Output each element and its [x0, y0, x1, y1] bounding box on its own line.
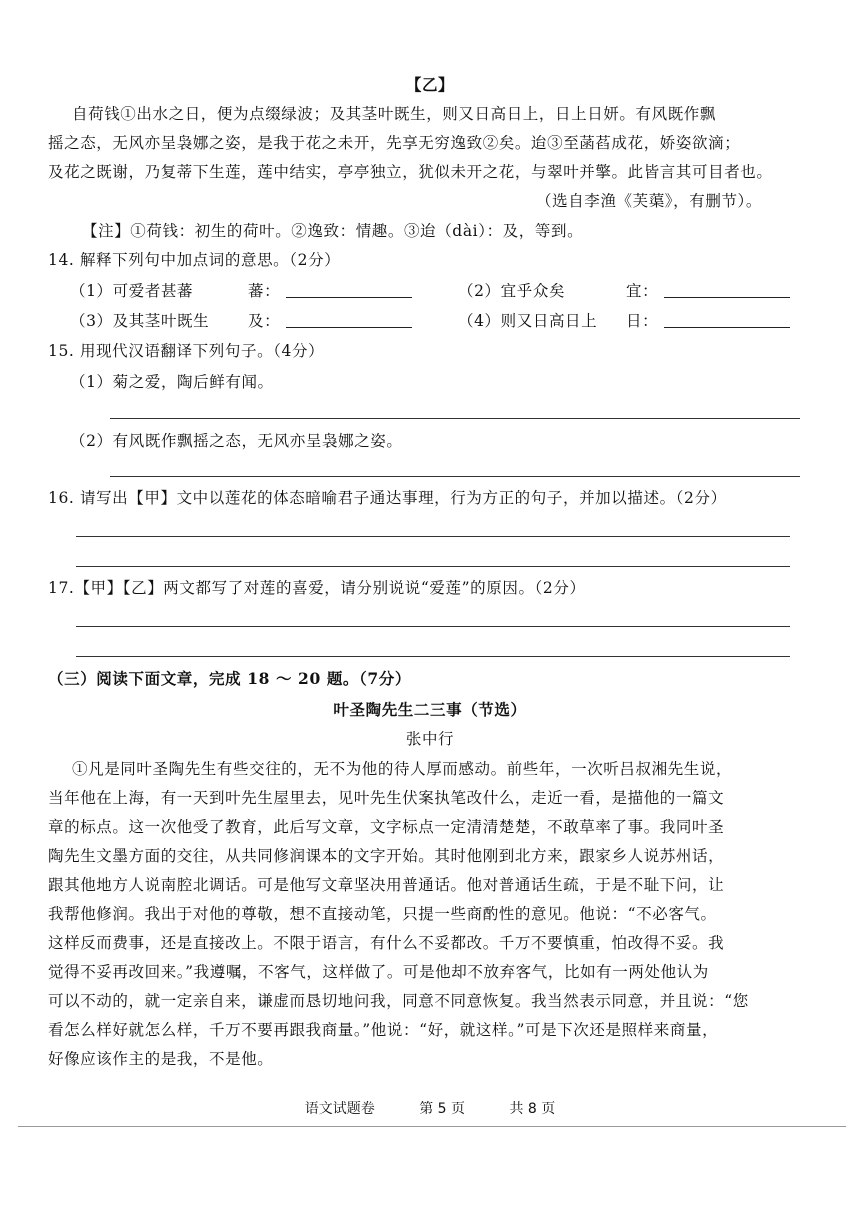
yi-text-line-3: 及花之既谢，乃复蒂下生莲，莲中结实，亭亭独立，犹似未开之花，与翠叶并擎。此皆言其可目者也。 — [48, 163, 773, 181]
q14-word-1: 蕃： — [248, 282, 281, 300]
q14-sentence-1: （1）可爱者甚蕃 — [70, 282, 194, 300]
article-line-2: 当年他在上海，有一天到叶先生屋里去，见叶先生伏案执笔改什么，走近一看，是描他的一篇文 — [48, 789, 725, 807]
page-divider — [18, 1126, 846, 1127]
section-yi-heading: 【乙】 — [405, 75, 455, 94]
article-line-1: ①凡是同叶圣陶先生有些交往的，无不为他的待人厚而感动。前些年，一次听吕叔湘先生说， — [72, 760, 733, 778]
article-title: 叶圣陶先生二三事（节选） — [333, 700, 527, 719]
article-line-9: 可以不动的，就一定亲自来，谦虚而恳切地问我，同意不同意恢复。我当然表示同意，并且说：“您 — [48, 992, 749, 1010]
answer-blank-1[interactable] — [286, 281, 412, 298]
q15-answer-line-1[interactable] — [110, 418, 800, 419]
q14-word-3: 及： — [248, 312, 281, 330]
q14-word-4: 日： — [626, 312, 659, 330]
q14-title: 14. 解释下列句中加点词的意思。（2分） — [48, 251, 341, 269]
article-line-8: 觉得不妥再改回来。”我遵嘱，不客气，这样做了。可是他却不放弃客气，比如有一两处他认为 — [48, 963, 709, 981]
q17-answer-line-1[interactable] — [76, 626, 790, 627]
q16-title: 16. 请写出【甲】文中以莲花的体态暗喻君子通达事理，行为方正的句子，并加以描述。（2分） — [48, 489, 727, 507]
article-author: 张中行 — [405, 730, 455, 748]
article-line-6: 我帮他修润。我出于对他的尊敬，想不直接动笔，只提一些商酌性的意见。他说：“不必客气。 — [48, 905, 717, 923]
q16-answer-line-2[interactable] — [76, 566, 790, 567]
answer-blank-4[interactable] — [664, 311, 790, 328]
q17-title: 17.【甲】【乙】两文都写了对莲的喜爱，请分别说说“爱莲”的原因。（2分） — [48, 579, 586, 597]
yi-text-line-2: 摇之态，无风亦呈袅娜之姿，是我于花之未开，先享无穷逸致②矣。迨③至菡萏成花，娇姿欲滴； — [48, 134, 741, 152]
yi-text-line-1: 自荷钱①出水之日，便为点缀绿波；及其茎叶既生，则又日高日上，日上日妍。有风既作飘 — [72, 105, 717, 123]
article-line-5: 跟其他地方人说南腔北调话。可是他写文章坚决用普通话。他对普通话生疏，于是不耻下问，让 — [48, 876, 725, 894]
q15-title: 15. 用现代汉语翻译下列句子。（4分） — [48, 342, 325, 360]
q14-item-2 — [458, 280, 790, 302]
q15-answer-line-2[interactable] — [110, 476, 800, 477]
q14-word-2: 宜： — [626, 282, 659, 300]
footer-paper-name: 语文试题卷 — [304, 1101, 375, 1117]
footer-total-pages: 共 8 页 — [509, 1101, 556, 1117]
article-line-3: 章的标点。这一次他受了教育，此后写文章，文字标点一定清清楚楚，不敢草率了事。我同叶圣 — [48, 818, 725, 836]
q14-item-4 — [458, 310, 790, 332]
section3-heading: （三）阅读下面文章，完成 18 ～ 20 题。（7分） — [48, 669, 411, 688]
article-line-10: 看怎么样好就怎么样，千万不要再跟我商量。”他说：“好，就这样。”可是下次还是照样来商量， — [48, 1021, 719, 1039]
yi-note: 【注】①荷钱：初生的荷叶。②逸致：情趣。③迨（dài）：及，等到。 — [82, 222, 584, 240]
q14-sentence-4: （4）则又日高日上 — [458, 312, 598, 330]
page-footer — [0, 1098, 860, 1118]
answer-blank-2[interactable] — [664, 281, 790, 298]
answer-blank-3[interactable] — [286, 311, 412, 328]
q15-item-2: （2）有风既作飘摇之态，无风亦呈袅娜之姿。 — [70, 432, 403, 450]
q15-item-1: （1）菊之爱，陶后鲜有闻。 — [70, 373, 274, 391]
yi-source: （选自李渔《芙蕖》，有删节）。 — [536, 192, 763, 210]
q14-item-1 — [70, 280, 412, 302]
footer-page-number: 第 5 页 — [419, 1101, 465, 1117]
q16-answer-line-1[interactable] — [76, 536, 790, 537]
q14-sentence-2: （2）宜乎众矣 — [458, 282, 566, 300]
article-line-7: 这样反而费事，还是直接改上。不限于语言，有什么不妥都改。千万不要慎重，怕改得不妥。我 — [48, 934, 725, 952]
q14-sentence-3: （3）及其茎叶既生 — [70, 312, 210, 330]
article-line-11: 好像应该作主的是我，不是他。 — [48, 1050, 274, 1068]
q14-item-3 — [70, 310, 412, 332]
q17-answer-line-2[interactable] — [76, 656, 790, 657]
article-line-4: 陶先生文墨方面的交往，从共同修润课本的文字开始。其时他刚到北方来，跟家乡人说苏州话， — [48, 847, 725, 865]
